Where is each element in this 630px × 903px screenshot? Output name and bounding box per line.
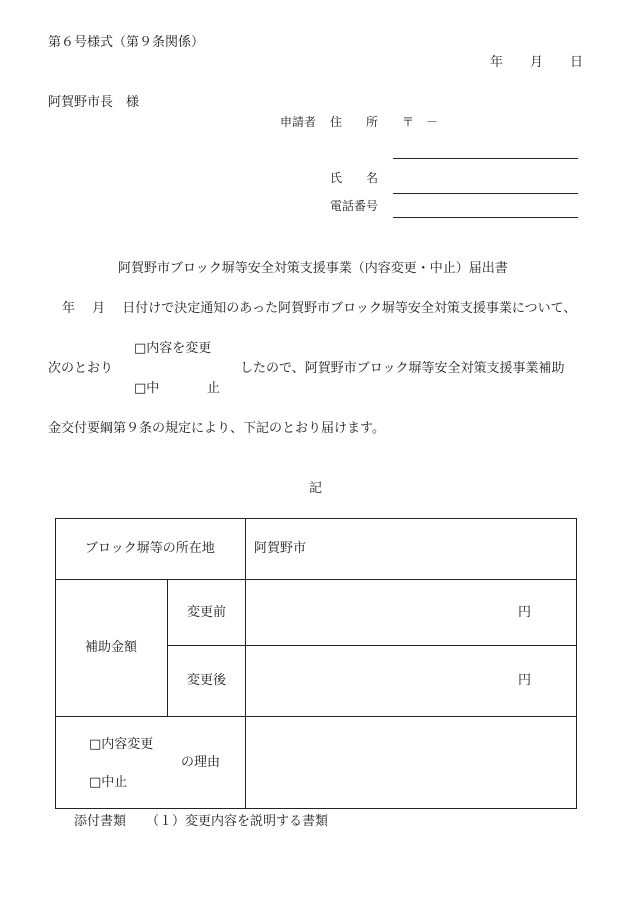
table-rule: [245, 519, 246, 808]
table-rule: [56, 579, 576, 580]
body-line-3: 金交付要綱第９条の規定により、下記のとおり届けます。: [48, 421, 385, 436]
location-value: 阿賀野市: [254, 541, 307, 556]
subsidy-amount-label: 補助金額: [85, 640, 138, 655]
date-day: 日: [570, 55, 584, 70]
reason-stop-checkbox: □中止: [89, 775, 128, 790]
table-rule: [167, 645, 576, 646]
table-rule: [167, 579, 168, 716]
name-label: 氏 名: [330, 171, 379, 185]
phone-label: 電話番号: [330, 199, 379, 213]
date-year: 年: [490, 55, 504, 70]
name-line: [393, 193, 578, 194]
document-title: 阿賀野市ブロック塀等安全対策支援事業（内容変更・中止）届出書: [118, 261, 508, 276]
option-change-checkbox: □内容を変更: [134, 341, 212, 356]
body-line-2-left: 次のとおり: [48, 361, 114, 376]
ki-heading: 記: [309, 481, 323, 496]
before-yen: 円: [518, 605, 532, 620]
addressee: 阿賀野市長 様: [48, 95, 140, 110]
option-stop-suffix: 止: [207, 381, 221, 396]
reason-suffix: の理由: [181, 755, 221, 770]
phone-line: [393, 217, 578, 218]
form-number: 第６号様式（第９条関係）: [48, 35, 205, 50]
before-change-label: 変更前: [187, 605, 227, 620]
after-change-label: 変更後: [187, 673, 227, 688]
attachment-label: 添付書類: [74, 814, 127, 829]
applicant-label: 申請者: [280, 115, 317, 129]
option-stop-checkbox: □中: [134, 381, 160, 396]
reason-change-checkbox: □内容変更: [89, 737, 154, 752]
address-line: [393, 158, 578, 159]
after-yen: 円: [518, 673, 532, 688]
body-line-2-right: したので、阿賀野市ブロック塀等安全対策支援事業補助: [240, 361, 565, 376]
address-label: 住 所: [330, 115, 379, 129]
postal-mark: 〒 －: [402, 115, 439, 129]
table-rule: [56, 716, 576, 717]
attachment-item: （１）変更内容を説明する書類: [146, 814, 329, 829]
details-table: [55, 518, 577, 809]
body-line-1: 年 月 日付けで決定通知のあった阿賀野市ブロック塀等安全対策支援事業について、: [62, 301, 577, 316]
location-label: ブロック塀等の所在地: [85, 541, 215, 556]
date-month: 月: [530, 55, 544, 70]
